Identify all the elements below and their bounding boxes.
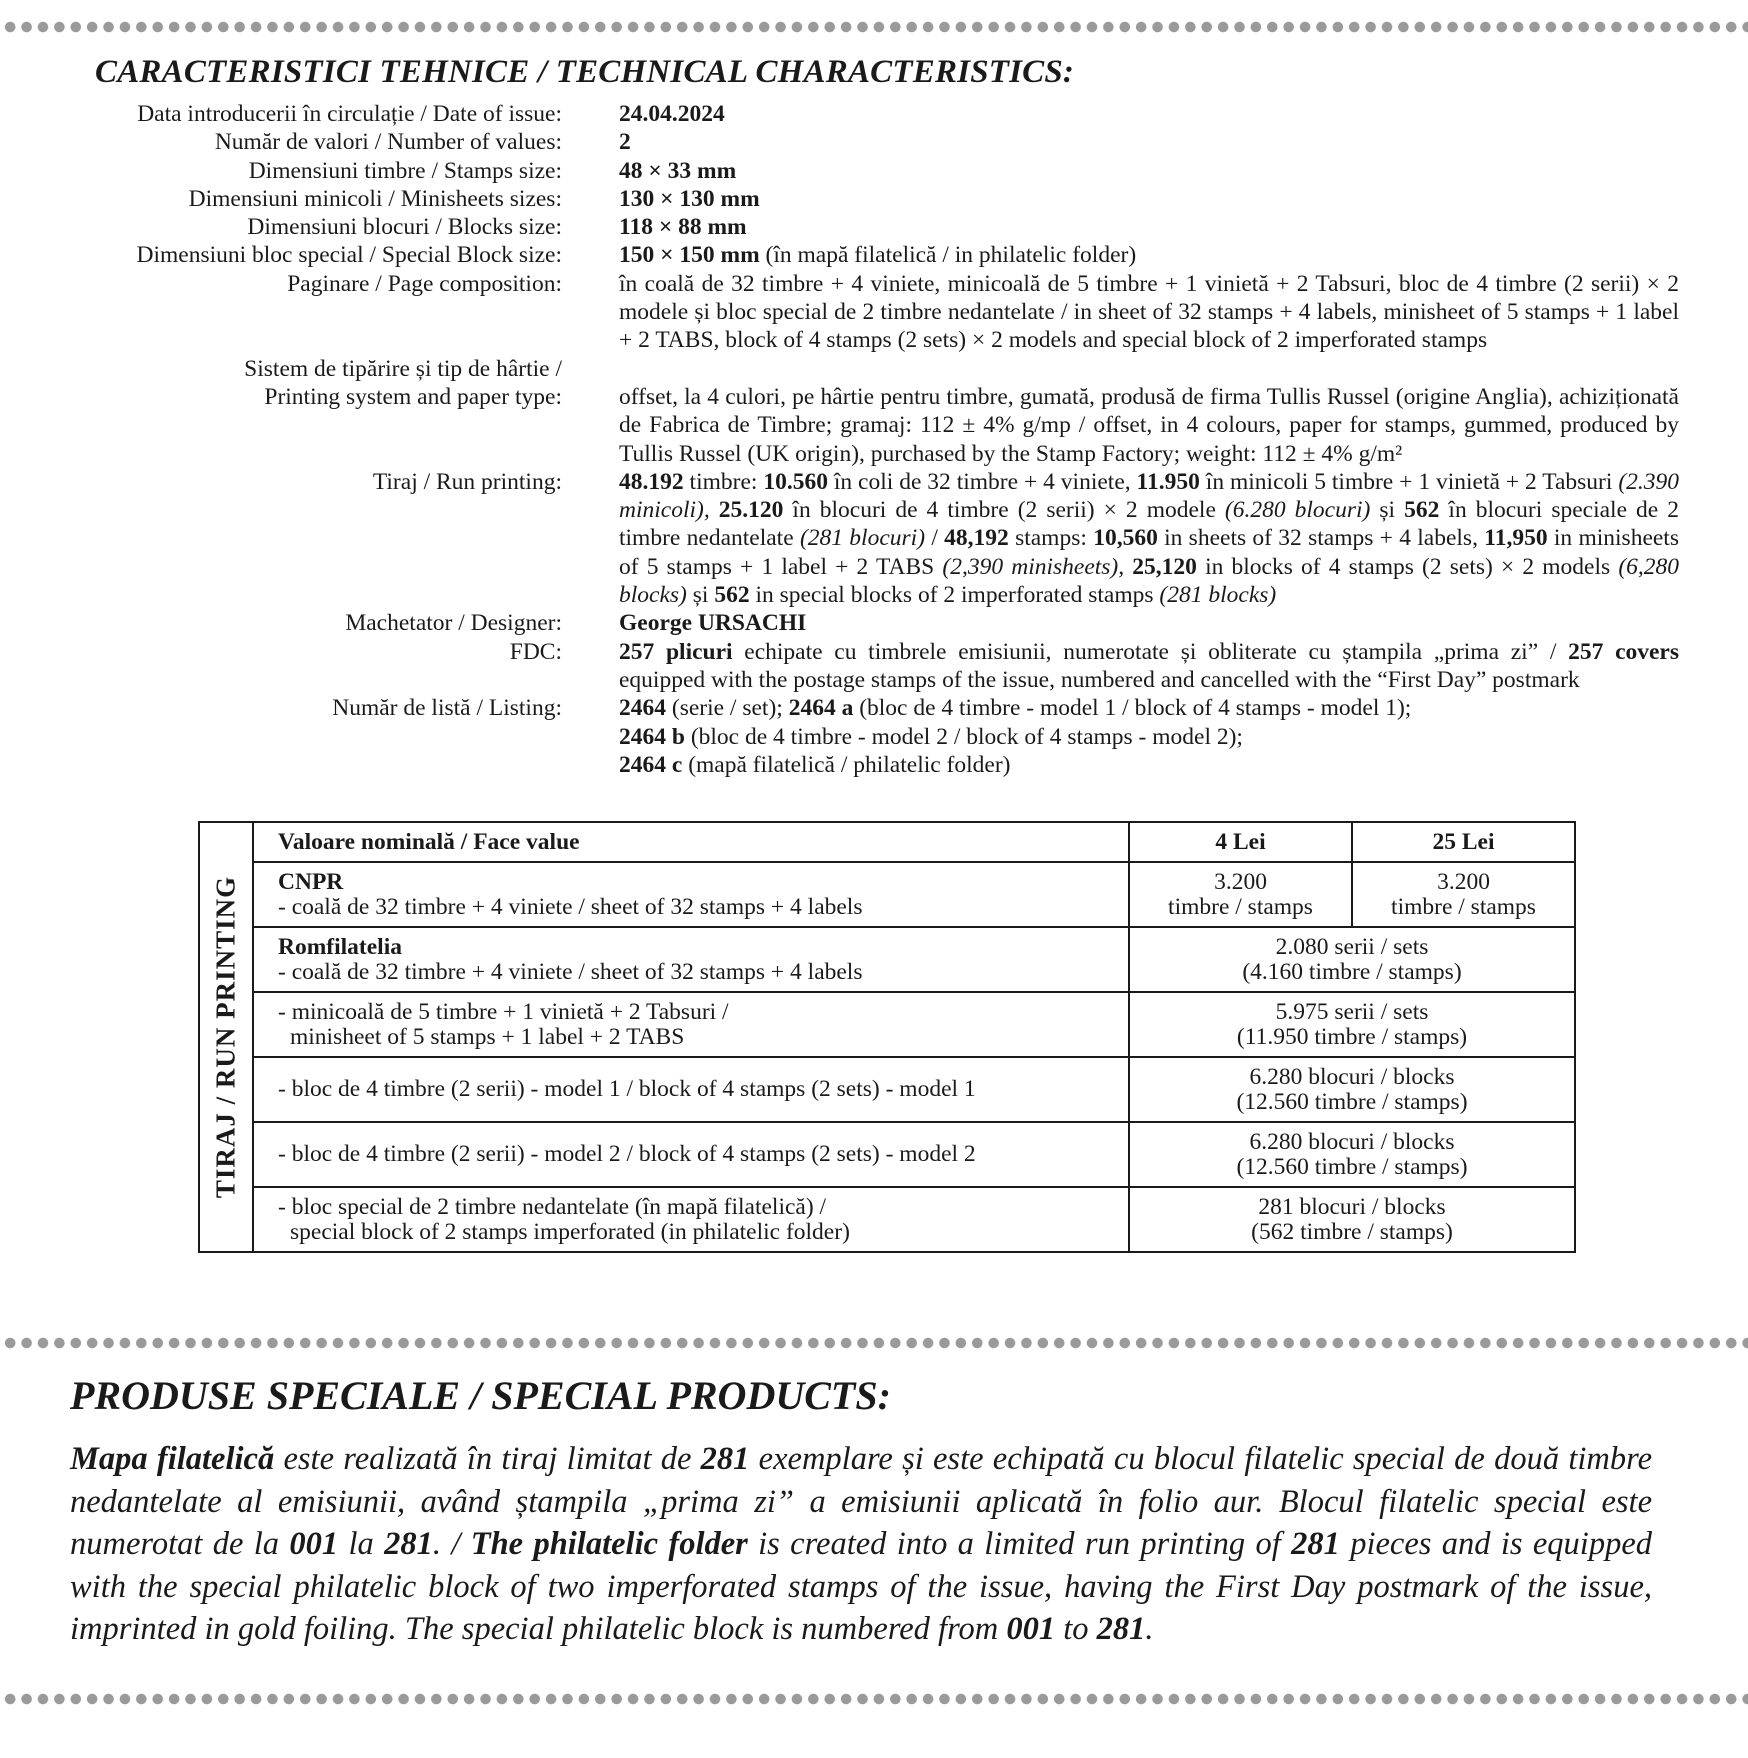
- text-bold: 11.950: [1136, 468, 1200, 495]
- text-run: în minicoli 5 timbre + 1 vinietă + 2 Tabsuri: [1199, 468, 1619, 495]
- spec-value: [619, 468, 1679, 609]
- text-bold: 281: [1291, 1526, 1340, 1562]
- row-desc: [253, 862, 1129, 927]
- dotted-divider-middle: [0, 1336, 1748, 1350]
- listing-line: [619, 694, 1679, 722]
- spec-label: [0, 355, 562, 468]
- text-run: in special blocks of 2 imperforated stamps: [749, 582, 1160, 609]
- row-name: Romfilatelia: [278, 933, 402, 960]
- row-value-4-lei: [1129, 862, 1352, 927]
- row-desc: [253, 927, 1129, 992]
- tech-specs-list: [0, 100, 1748, 779]
- value-line: 3.200: [1437, 868, 1490, 895]
- value-line: 281 blocuri / blocks: [1258, 1193, 1446, 1220]
- spec-label-line: Printing system and paper type:: [264, 383, 562, 410]
- text-run: [710, 497, 719, 523]
- text-run: pieces and is equipped with the special philatelic block of two imperforated stamps of the issue, having the First Day postmark of the issue, imprinted in gold foiling. The special philatelic block is numbered from: [70, 1526, 1652, 1647]
- spec-row-stamps-size: [0, 157, 1748, 185]
- dotted-divider-top: [0, 20, 1748, 34]
- spec-label: Machetator / Designer:: [345, 610, 562, 637]
- text-bold: 257 plicuri: [619, 638, 733, 665]
- text-bold: 2464 c: [619, 751, 683, 778]
- spec-row-date: [0, 100, 1748, 128]
- text-run: . /: [432, 1526, 471, 1562]
- text-bold: 2464 a: [788, 695, 854, 722]
- value-line: (11.950 timbre / stamps): [1236, 1023, 1468, 1050]
- listing-line: [619, 751, 1679, 779]
- row-value: [1129, 1122, 1575, 1187]
- spec-value: în coală de 32 timbre + 4 viniete, minicoală de 5 timbre + 1 vinietă + 2 Tabsuri, bloc de 4 timbre (2 serii) × 2 modele și bloc special de 2 timbre nedantelate / in sheet of 32 stamps + 4 labels, minisheet of 5 stamps + 1 label + 2 TABS, block of 4 stamps (2 sets) × 2 models and special block of 2 imperforated stamps: [619, 270, 1679, 354]
- table-row-minisheet: [199, 992, 1575, 1057]
- text-run: in blocks of 4 stamps (2 sets) × 2 models: [1196, 553, 1619, 580]
- row-desc: - bloc de 4 timbre (2 serii) - model 1 / block of 4 stamps (2 sets) - model 1: [253, 1057, 1129, 1122]
- value-line: 5.975 serii / sets: [1275, 998, 1429, 1025]
- spec-row-special-block-size: [0, 241, 1748, 269]
- text-italic: (6.280 blocuri): [1224, 497, 1371, 524]
- row-desc: [253, 992, 1129, 1057]
- header-label: Valoare nominală / Face value: [253, 822, 1129, 862]
- dotted-divider-bottom: [0, 1692, 1748, 1706]
- text-bold: 10.560: [763, 468, 828, 495]
- spec-label: Dimensiuni bloc special / Special Block size:: [136, 242, 562, 269]
- row-desc-text: minisheet of 5 stamps + 1 label + 2 TABS: [290, 1023, 685, 1050]
- spec-value: George URSACHI: [619, 610, 807, 637]
- spec-row-page-composition: [0, 270, 1748, 355]
- row-value: [1129, 1057, 1575, 1122]
- value-line: timbre / stamps: [1168, 893, 1313, 920]
- row-value: [1129, 992, 1575, 1057]
- text-bold: The philatelic folder: [470, 1526, 748, 1562]
- table-header-row: [199, 822, 1575, 862]
- spec-row-designer: [0, 609, 1748, 637]
- table-row-block-model-1: [199, 1057, 1575, 1122]
- text-run: echipate cu timbrele emisiunii, numerotate și obliterate cu ștampila „prima zi” /: [732, 638, 1569, 665]
- spec-row-values-count: [0, 128, 1748, 156]
- spec-row-run-printing: [0, 468, 1748, 609]
- text-italic: (281 blocks): [1159, 582, 1277, 609]
- value-line: (4.160 timbre / stamps): [1242, 958, 1462, 985]
- text-run: timbre:: [683, 468, 764, 495]
- text-bold: 562: [1404, 497, 1440, 524]
- row-desc: - bloc de 4 timbre (2 serii) - model 2 / block of 4 stamps (2 sets) - model 2: [253, 1122, 1129, 1187]
- text-run: în blocuri de 4 timbre (2 serii) × 2 modele: [783, 497, 1225, 524]
- text-bold: 562: [714, 582, 750, 609]
- text-run: /: [925, 525, 945, 552]
- text-italic: (6,280 blocks): [619, 553, 1680, 609]
- row-desc-text: - coală de 32 timbre + 4 viniete / sheet of 32 stamps + 4 labels: [278, 893, 863, 920]
- text-bold: 25,120: [1132, 553, 1197, 580]
- row-desc-text: - coală de 32 timbre + 4 viniete / sheet of 32 stamps + 4 labels: [278, 958, 863, 985]
- spec-label: Număr de valori / Number of values:: [214, 129, 562, 156]
- spec-value: 118 × 88 mm: [619, 214, 747, 241]
- text-run: (mapă filatelică / philatelic folder): [682, 751, 1011, 778]
- side-label: TIRAJ / RUN PRINTING: [210, 875, 241, 1199]
- table-row-cnpr: [199, 862, 1575, 927]
- spec-value: 24.04.2024: [619, 101, 725, 127]
- spec-value-bold: 150 × 150 mm: [619, 242, 760, 269]
- spec-label-line: Sistem de tipărire și tip de hârtie /: [244, 355, 562, 382]
- text-bold: 001: [289, 1526, 339, 1562]
- value-line: 6.280 blocuri / blocks: [1249, 1128, 1455, 1155]
- text-run: și: [1370, 497, 1405, 524]
- spec-value: 130 × 130 mm: [619, 185, 760, 212]
- text-run: (serie / set);: [666, 695, 789, 722]
- text-run: .: [1145, 1611, 1154, 1647]
- text-bold: 281: [1096, 1611, 1146, 1647]
- row-name: CNPR: [278, 868, 344, 895]
- text-italic: (281 blocuri): [799, 525, 926, 552]
- table-row-block-model-2: [199, 1122, 1575, 1187]
- row-value: [1129, 1187, 1575, 1252]
- products-section-title: PRODUSE SPECIALE / SPECIAL PRODUCTS:: [70, 1373, 891, 1418]
- text-run: și: [686, 582, 715, 609]
- row-value: [1129, 927, 1575, 992]
- spec-row-printing-system: [0, 355, 1748, 468]
- value-line: (12.560 timbre / stamps): [1236, 1153, 1468, 1180]
- text-run: is created into a limited run printing of: [747, 1526, 1292, 1562]
- run-printing-table: [198, 821, 1576, 1253]
- value-line: 3.200: [1214, 868, 1267, 895]
- text-run: este realizată în tiraj limitat de: [274, 1441, 701, 1477]
- row-desc-text: - bloc special de 2 timbre nedantelate (în mapă filatelică) /: [278, 1193, 827, 1220]
- spec-row-blocks-size: [0, 213, 1748, 241]
- text-bold: Mapa filatelică: [70, 1441, 275, 1477]
- listing-line: [619, 723, 1679, 751]
- text-run: la: [338, 1526, 385, 1562]
- text-bold: 257 covers: [1568, 638, 1679, 665]
- spec-row-listing: [0, 694, 1748, 779]
- spec-label: Data introducerii în circulație / Date of issue:: [137, 101, 562, 127]
- value-line: 6.280 blocuri / blocks: [1249, 1063, 1455, 1090]
- spec-label: Dimensiuni blocuri / Blocks size:: [247, 214, 562, 241]
- header-value-25-lei: 25 Lei: [1352, 822, 1575, 862]
- text-bold: 2464: [619, 695, 666, 722]
- text-run: în blocuri speciale de 2 timbre nedantelate: [619, 497, 1679, 552]
- text-run: exemplare și este echipată cu blocul filatelic special de două timbre nedantelate al emisiunii, având ștampila „prima zi” a emisiunii aplicată în folio aur. Blocul filatelic special este numerotat de la: [70, 1441, 1652, 1562]
- spec-label: Dimensiuni timbre / Stamps size:: [248, 157, 562, 184]
- value-line: (12.560 timbre / stamps): [1236, 1088, 1468, 1115]
- text-bold: 001: [1006, 1611, 1056, 1647]
- value-line: timbre / stamps: [1391, 893, 1536, 920]
- spec-label: Dimensiuni minicoli / Minisheets sizes:: [188, 185, 562, 212]
- spec-value: 48 × 33 mm: [619, 157, 737, 184]
- text-run: stamps:: [1008, 525, 1094, 552]
- spec-value: [619, 694, 1679, 779]
- text-run: (bloc de 4 timbre - model 1 / block of 4 stamps - model 1);: [853, 695, 1412, 722]
- text-run: to: [1055, 1611, 1097, 1647]
- text-run: in sheets of 32 stamps + 4 labels,: [1157, 525, 1485, 552]
- spec-value: 2: [619, 129, 631, 156]
- spec-label: FDC:: [509, 638, 562, 665]
- row-desc: [253, 1187, 1129, 1252]
- row-value-25-lei: [1352, 862, 1575, 927]
- tech-section-title: CARACTERISTICI TEHNICE / TECHNICAL CHARACTERISTICS:: [95, 54, 1075, 90]
- spec-value: [619, 638, 1679, 695]
- text-bold: 25.120: [718, 497, 784, 524]
- text-bold: 11,950: [1484, 525, 1548, 552]
- spec-value: offset, la 4 culori, pe hârtie pentru timbre, gumată, produsă de firma Tullis Russel (origine Anglia), achiziționată de Fabrica de Timbre; gramaj: 112 ± 4% g/mp / offset, in 4 colours, paper for stamps, gummed, produced by Tullis Russel (UK origin), purchased by the Stamp Factory; weight: 112 ± 4% g/m²: [619, 383, 1679, 467]
- value-line: (562 timbre / stamps): [1251, 1218, 1453, 1245]
- text-bold: 281: [700, 1441, 750, 1477]
- text-italic: (2.390 minicoli),: [619, 468, 1680, 524]
- products-description: [70, 1438, 1652, 1651]
- spec-row-minisheets-size: [0, 185, 1748, 213]
- spec-row-fdc: [0, 638, 1748, 695]
- spec-label: Tiraj / Run printing:: [372, 468, 562, 495]
- value-line: 2.080 serii / sets: [1275, 933, 1429, 960]
- header-value-4-lei: 4 Lei: [1129, 822, 1352, 862]
- text-bold: 48.192: [619, 468, 684, 495]
- spec-label: Număr de listă / Listing:: [332, 695, 562, 722]
- text-run: în coli de 32 timbre + 4 viniete,: [827, 468, 1137, 495]
- table-row-special-block: [199, 1187, 1575, 1252]
- row-desc-text: - minicoală de 5 timbre + 1 vinietă + 2 Tabsuri /: [278, 998, 729, 1025]
- table-row-romfilatelia: [199, 927, 1575, 992]
- side-label-cell: [199, 822, 253, 1252]
- text-run: equipped with the postage stamps of the issue, numbered and cancelled with the “First Day” postmark: [619, 666, 1580, 693]
- text-bold: 48,192: [944, 525, 1009, 552]
- text-bold: 10,560: [1093, 525, 1158, 552]
- spec-value: [619, 241, 1679, 269]
- spec-label: Paginare / Page composition:: [287, 270, 562, 297]
- text-run: (bloc de 4 timbre - model 2 / block of 4 stamps - model 2);: [684, 723, 1243, 750]
- text-run: in minisheets of 5 stamps + 1 label + 2 TABS: [619, 525, 1679, 580]
- text-italic: (2,390 minisheets),: [942, 553, 1125, 580]
- text-bold: 281: [384, 1526, 433, 1562]
- row-desc-text: special block of 2 stamps imperforated (in philatelic folder): [290, 1218, 850, 1245]
- spec-value-rest: (în mapă filatelică / in philatelic folder): [759, 242, 1137, 269]
- text-bold: 2464 b: [619, 723, 685, 750]
